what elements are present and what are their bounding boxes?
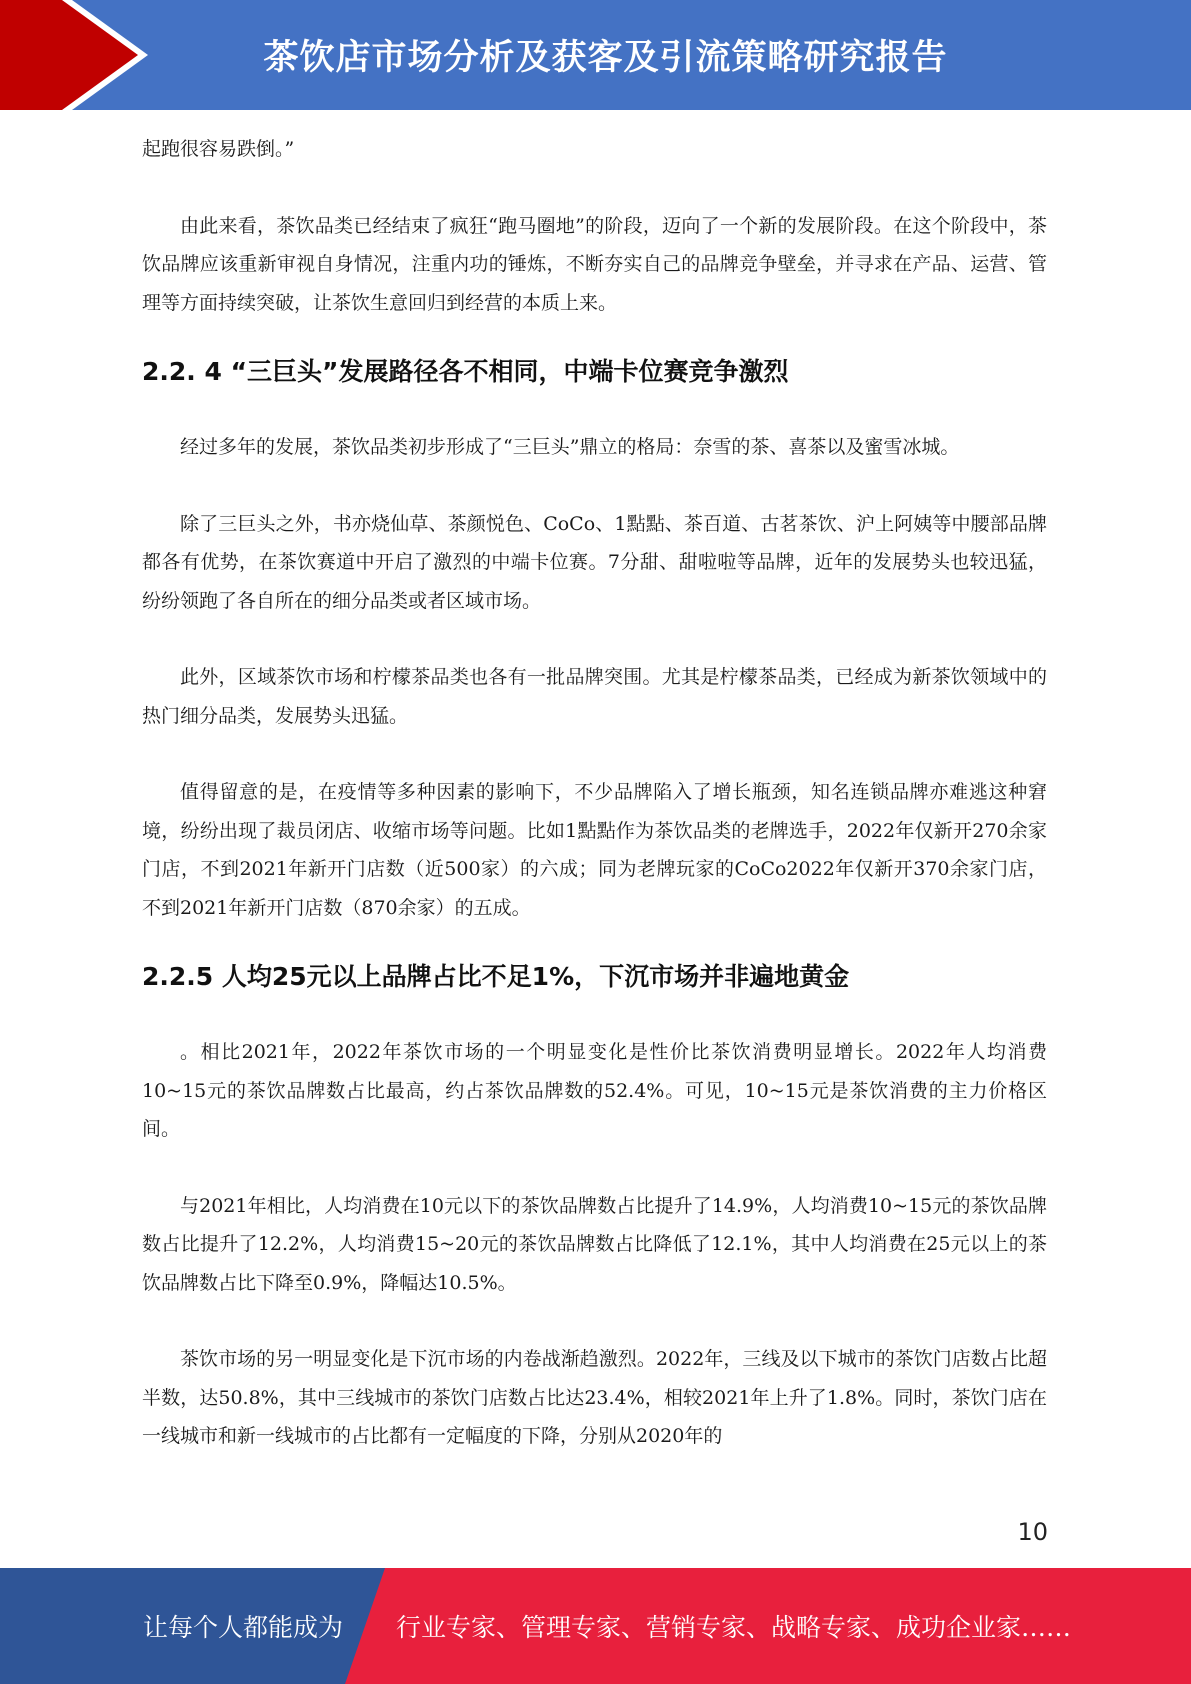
paragraph: 经过多年的发展，茶饮品类初步形成了“三巨头”鼎立的格局：奈雪的茶、喜茶以及蜜雪冰城。 — [180, 436, 960, 458]
page-number: 10 — [1017, 1518, 1048, 1546]
footer-slogan-right: 行业专家、管理专家、营销专家、战略专家、成功企业家…… — [396, 1613, 1072, 1642]
paragraph: 除了三巨头之外，书亦烧仙草、茶颜悦色、CoCo、1點點、茶百道、古茗茶饮、沪上阿姨等中腰部品牌都各有优势，在茶饮赛道中开启了激烈的中端卡位赛。7分甜、甜啦啦等品牌，近年的发展势头也较迅猛，纷纷领跑了各自所在的细分品类或者区域市场。 — [142, 512, 1047, 612]
section-heading-2-2-5: 2.2.5 人均25元以上品牌占比不足1%，下沉市场并非遍地黄金 — [142, 962, 850, 991]
section-heading-2-2-4: 2.2. 4 “三巨头”发展路径各不相同，中端卡位赛竞争激烈 — [142, 357, 789, 386]
page-content — [142, 130, 1047, 1456]
page-footer — [0, 1568, 1191, 1684]
paragraph: 值得留意的是，在疫情等多种因素的影响下，不少品牌陷入了增长瓶颈，知名连锁品牌亦难逃这种窘境，纷纷出现了裁员闭店、收缩市场等问题。比如1點點作为茶饮品类的老牌选手，2022年仅新开270余家门店，不到2021年新开门店数（近500家）的六成；同为老牌玩家的CoCo2022年仅新开370余家门店，不到2021年新开门店数（870余家）的五成。 — [142, 781, 1047, 919]
paragraph: 起跑很容易跌倒。” — [142, 138, 295, 160]
header-arrow-shape — [0, 0, 160, 110]
paragraph: 。相比2021年，2022年茶饮市场的一个明显变化是性价比茶饮消费明显增长。2022年人均消费10~15元的茶饮品牌数占比最高，约占茶饮品牌数的52.4%。可见，10~15元是茶饮消费的主力价格区间。 — [142, 1041, 1047, 1140]
paragraph: 与2021年相比，人均消费在10元以下的茶饮品牌数占比提升了14.9%，人均消费10~15元的茶饮品牌数占比提升了12.2%，人均消费15~20元的茶饮品牌数占比降低了12.1%，其中人均消费在25元以上的茶饮品牌数占比下降至0.9%，降幅达10.5%。 — [142, 1194, 1047, 1294]
paragraph: 茶饮市场的另一明显变化是下沉市场的内卷战渐趋激烈。2022年，三线及以下城市的茶饮门店数占比超半数，达50.8%，其中三线城市的茶饮门店数占比达23.4%，相较2021年上升了1.8%。同时，茶饮门店在一线城市和新一线城市的占比都有一定幅度的下降，分别从2020年的 — [142, 1348, 1047, 1447]
paragraph: 由此来看，茶饮品类已经结束了疯狂“跑马圈地”的阶段，迈向了一个新的发展阶段。在这个阶段中，茶饮品牌应该重新审视自身情况，注重内功的锤炼，不断夯实自己的品牌竞争壁垒，并寻求在产品、运营、管理等方面持续突破，让茶饮生意回归到经营的本质上来。 — [142, 214, 1047, 314]
paragraph: 此外，区域茶饮市场和柠檬茶品类也各有一批品牌突围。尤其是柠檬茶品类，已经成为新茶饮领域中的热门细分品类，发展势头迅猛。 — [142, 666, 1047, 727]
report-title: 茶饮店市场分析及获客及引流策略研究报告 — [263, 38, 948, 78]
footer-slogan-left: 让每个人都能成为 — [143, 1613, 344, 1642]
page-header — [0, 0, 1191, 110]
